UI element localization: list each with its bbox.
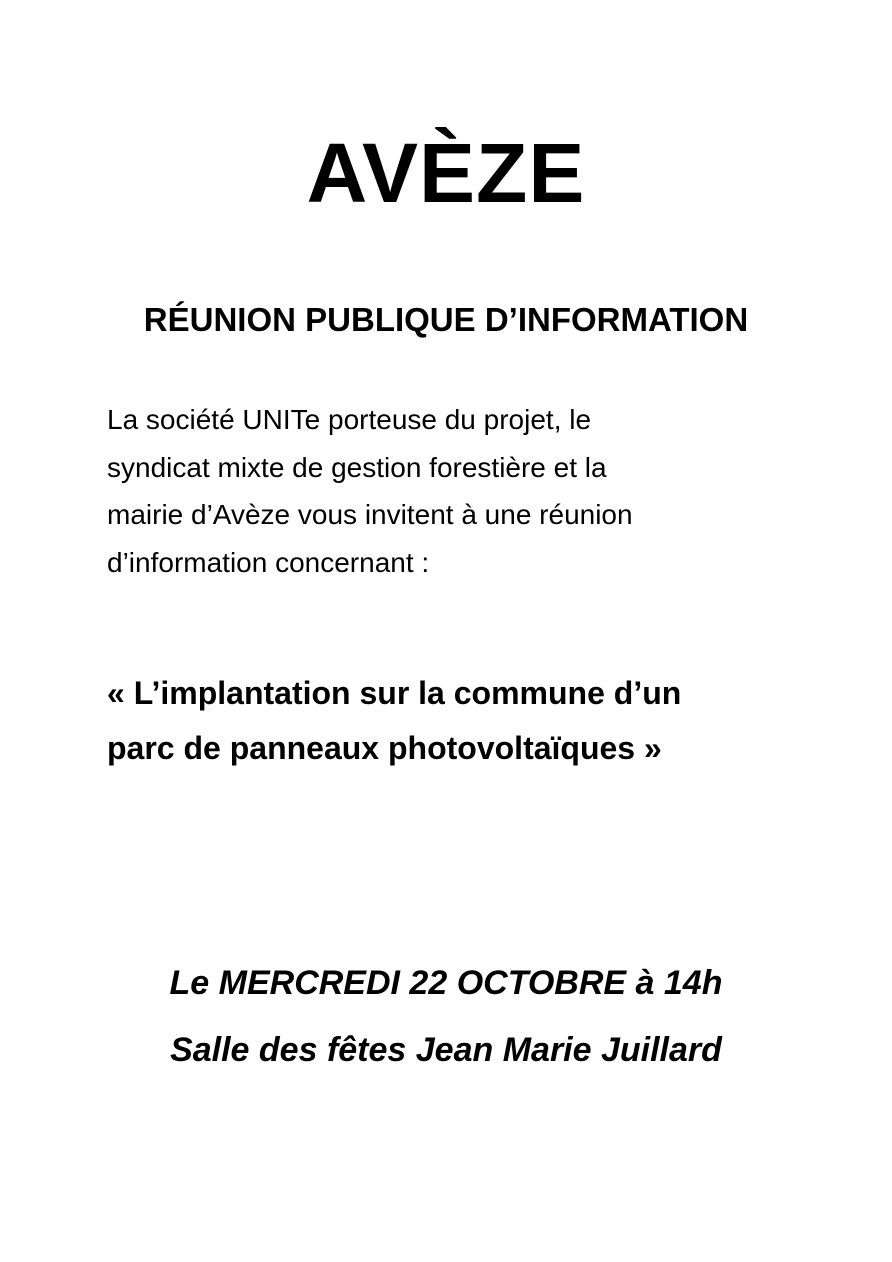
intro-paragraph [107,396,807,586]
project-subject [107,666,827,776]
intro-line: La société UNITe porteuse du projet, le [107,404,592,435]
intro-line: d’information concernant : [107,546,430,578]
intro-line: mairie d’Avèze vous invitent à une réunion [107,499,633,530]
subject-line: « L’implantation sur la commune d’un [107,675,682,711]
intro-line: syndicat mixte de gestion forestière et la [107,451,607,483]
event-date: Le MERCREDI 22 OCTOBRE à 14h [169,964,723,1002]
town-title: AVÈZE [306,126,586,220]
event-venue: Salle des fêtes Jean Marie Juillard [170,1031,722,1069]
subject-line: parc de panneaux photovoltaïques » [107,730,662,766]
meeting-heading: RÉUNION PUBLIQUE D’INFORMATION [143,301,749,338]
